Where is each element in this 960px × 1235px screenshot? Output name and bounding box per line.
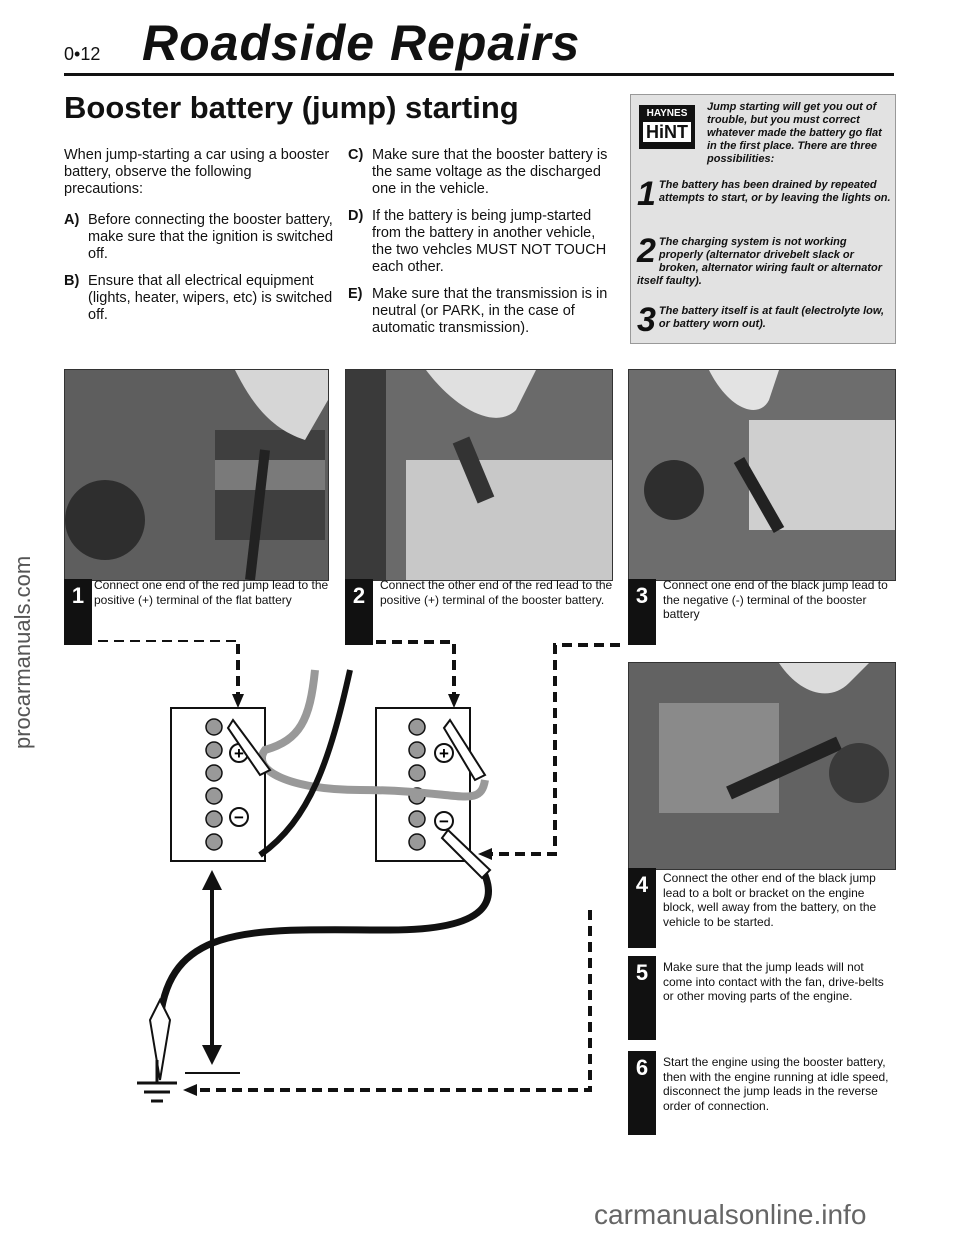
step-4-number <box>628 868 656 948</box>
header-rule <box>64 73 894 76</box>
precaution-key: A) <box>64 212 80 228</box>
minus-sign: − <box>234 808 244 827</box>
hint-item-number: 3 <box>637 301 656 339</box>
step-number: 6 <box>635 1055 649 1080</box>
step-4-caption: Connect the other end of the black jump lead to a bolt or bracket on the engine block, well away from the battery, on the vehicle to be started. <box>663 871 877 929</box>
jump-lead-diagram <box>60 640 620 1130</box>
hint-logo-bottom: HiNT <box>643 122 691 142</box>
hint-item-text: The battery itself is at fault (electrolyte low, or battery worn out). <box>658 305 885 330</box>
hint-item-3 <box>637 301 891 339</box>
precaution-key: C) <box>348 147 364 163</box>
step-number: 2 <box>352 583 366 608</box>
precaution-a <box>64 212 334 263</box>
precaution-key: E) <box>348 286 363 302</box>
haynes-hint-logo <box>639 105 695 149</box>
precaution-d <box>348 208 618 276</box>
arrow-down-icon <box>202 1045 222 1065</box>
intro-column <box>64 147 334 324</box>
precaution-text: Ensure that all electrical equipment (lights, heater, wipers, etc) is switched off. <box>88 273 333 323</box>
black-lead-upper <box>260 670 350 855</box>
precaution-text: Make sure that the booster battery is the same voltage as the discharged one in the vehicle. <box>372 147 608 197</box>
precaution-e <box>348 286 618 337</box>
precaution-b <box>64 273 334 324</box>
step-6-number <box>628 1051 656 1135</box>
step-3-number <box>628 579 656 645</box>
step-1-caption: Connect one end of the red jump lead to the positive (+) terminal of the flat battery <box>94 578 329 607</box>
arrow-up-icon <box>202 870 222 890</box>
step-6-caption: Start the engine using the booster battery, then with the engine running at idle speed, disconnect the jump leads in the reverse order of connection. <box>663 1055 889 1113</box>
arrow-head-icon <box>478 848 492 860</box>
precaution-c <box>348 147 618 198</box>
intro-text: When jump-starting a car using a booster battery, observe the following precautions: <box>64 147 330 197</box>
bottom-watermark: carmanualsonline.info <box>594 1199 867 1230</box>
hint-item-1 <box>637 175 891 213</box>
precaution-text: Before connecting the booster battery, make sure that the ignition is switched off. <box>88 212 334 262</box>
arrow-head-icon <box>448 694 460 708</box>
minus-sign: − <box>439 812 449 831</box>
step-5-number <box>628 956 656 1040</box>
ground-symbol-icon <box>137 1060 177 1101</box>
side-watermark: procarmanuals.com <box>10 555 35 749</box>
flat-battery-icon <box>171 708 265 861</box>
hint-item-2 <box>637 232 891 288</box>
step-2-caption: Connect the other end of the red lead to the positive (+) terminal of the booster battery. <box>380 578 613 607</box>
plus-sign: + <box>234 744 244 763</box>
step-number: 1 <box>71 583 85 608</box>
step-number: 5 <box>635 960 649 985</box>
precaution-text: If the battery is being jump-started from the battery in another vehicle, the two vehcles MUST NOT TOUCH each other. <box>372 208 607 275</box>
precautions-column-2 <box>348 147 618 337</box>
step-3-caption: Connect one end of the black jump lead to the negative (-) terminal of the booster battery <box>663 578 888 621</box>
step-2-number <box>345 579 373 645</box>
hint-item-text: The battery has been drained by repeated attempts to start, or by leaving the lights on. <box>658 179 891 204</box>
page-title: Roadside Repairs <box>142 15 581 71</box>
photo-step-1 <box>64 369 329 581</box>
section-title: Booster battery (jump) starting <box>64 90 519 125</box>
plus-sign: + <box>439 744 449 763</box>
arrow-head-icon <box>183 1084 197 1096</box>
haynes-hint-box <box>630 94 896 344</box>
photo-step-4 <box>628 662 896 870</box>
step-5-caption: Make sure that the jump leads will not come into contact with the fan, drive-belts or other moving parts of the engine. <box>663 960 884 1003</box>
photo-step-2 <box>345 369 613 581</box>
precaution-text: Make sure that the transmission is in neutral (or PARK, in the case of automatic transmission). <box>372 286 608 336</box>
hint-item-number: 2 <box>637 232 656 270</box>
step-number: 4 <box>635 872 649 897</box>
step-number: 3 <box>635 583 649 608</box>
hint-logo-top: HAYNES <box>646 108 688 119</box>
step-1-number <box>64 579 92 645</box>
page-number: 0•12 <box>64 44 101 64</box>
hint-intro: Jump starting will get you out of trouble, but you must correct whatever made the battery go flat in the first place. There are three possibilities: <box>707 101 882 165</box>
precaution-key: D) <box>348 208 364 224</box>
arrow-head-icon <box>232 694 244 708</box>
photo-step-3 <box>628 369 896 581</box>
precaution-key: B) <box>64 273 80 289</box>
hint-item-text: The charging system is not working properly (alternator drivebelt slack or broken, alternator wiring fault or alternator itself faulty). <box>637 236 883 287</box>
hint-item-number: 1 <box>637 175 656 213</box>
